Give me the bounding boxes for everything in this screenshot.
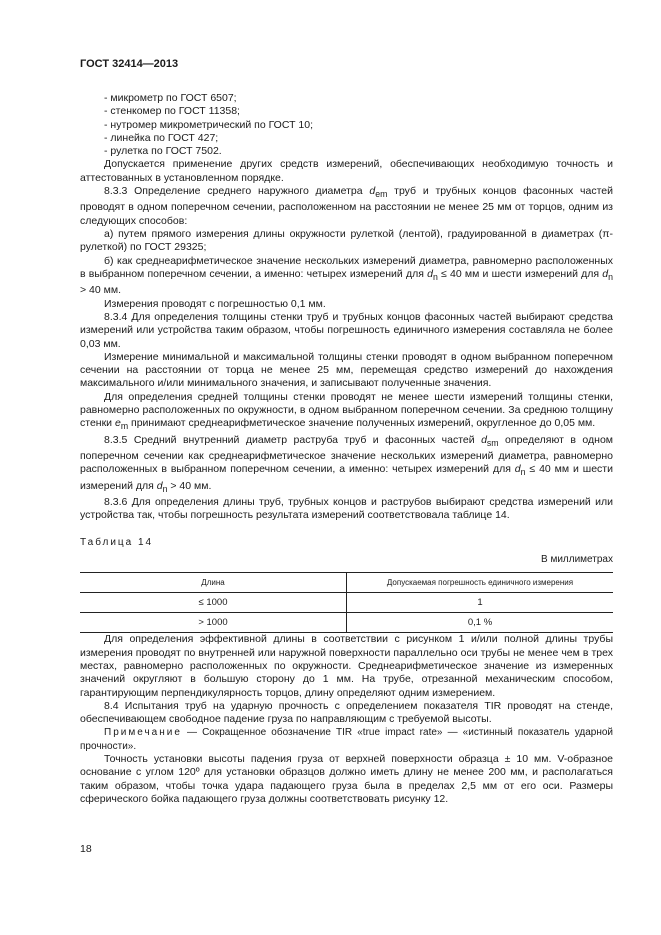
note <box>80 726 613 753</box>
page-body <box>80 92 613 806</box>
paragraph-minmax: Измерение минимальной и максимальной толщины стенки проводят в одном выбранном поперечном сечении на расстоянии от торца не менее 25 мм, перемещая средство измерений до нахождения максимального и/или минимального значения, и записывают полученные значения. <box>80 350 613 390</box>
paragraph-allowed: Допускается применение других средств измерений, обеспечивающих необходимую точность и аттестованных в установленном порядке. <box>80 158 613 184</box>
paragraph-8-3-3: 8.3.3 Определение среднего наружного диаметра $d_{em}$ труб и трубных концов фасонных частей проводят в одном поперечном сечении, расположенном на расстоянии не менее 25 мм от торцов, одним из следующих способов: <box>80 185 613 227</box>
paragraph-8-3-6: 8.3.6 Для определения длины труб, трубных концов и раструбов выбирают средства измерений или устройства так, чтобы погрешность результата измерений соответствовала таблице 14. <box>80 496 613 522</box>
table-cell: 1 <box>347 593 614 613</box>
note-label: Примечание <box>104 727 182 739</box>
note-text: — Сокращенное обозначение TIR «true impact rate» — «истинный показатель ударной прочности». <box>80 727 613 752</box>
paragraph-accuracy: Точность установки высоты падения груза от верхней поверхности образца ± 10 мм. V-образное основание с углом 120º для установки образцов должно иметь длину не менее 200 мм, и располагаться таким образом, чтобы точка удара падающего груза была в пределах 2,5 мм от его оси. Размеры сферического бойка падающего груза должны соответствовать рисунку 12. <box>80 753 613 805</box>
list-item: - рулетка по ГОСТ 7502. <box>104 145 222 158</box>
paragraph-8-3-4: 8.3.4 Для определения толщины стенки труб и трубных концов фасонных частей выбирают средства измерений или устройства таким образом, чтобы погрешность единичного измерения составляла не более 0,03 мм. <box>80 310 613 350</box>
list-item: - линейка по ГОСТ 427; <box>104 131 219 144</box>
paragraph-avg-thickness: Для определения средней толщины стенки проводят не менее шести измерений толщины стенки, равномерно расположенных по окружности, в одном выбранном поперечном сечении. За среднюю толщину стенки $e_m$ принимают среднеарифметическое значение полученных измерений, округленное до 0,05 мм. <box>80 390 613 432</box>
table-cell: ≤ 1000 <box>80 593 347 613</box>
paragraph-8-3-3-a: а) путем прямого измерения длины окружности рулеткой (лентой), градуированной в диаметрах (π-рулеткой) по ГОСТ 29325; <box>80 228 613 254</box>
column-header-error: Допускаемая погрешность единичного измерения <box>347 573 614 593</box>
table-cell: 0,1 % <box>347 613 614 633</box>
paragraph-8-4: 8.4 Испытания труб на ударную прочность с определением показателя TIR проводят на стенде, обеспечивающем свободное падение груза по направляющим с требуемой высоты. <box>80 699 613 726</box>
paragraph-8-3-5: 8.3.5 Средний внутренний диаметр раструба труб и фасонных частей $d_{sm}$ определяют в одном поперечном сечении как среднеарифметическое значение нескольких измерений диаметра, равномерно расположенных в выбранном поперечном сечении, а именно: четырех измерений для $d_n \le 40$ мм и шести измерений для $d_n > 40$ мм. <box>80 433 614 494</box>
page-header: ГОСТ 32414—2013 <box>80 58 179 70</box>
list-item: - стенкомер по ГОСТ 11358; <box>104 105 240 118</box>
paragraph-error: Измерения проводят с погрешностью 0,1 мм. <box>104 297 326 310</box>
column-header-length: Длина <box>80 573 347 593</box>
table-unit: В миллиметрах <box>541 554 613 566</box>
table-header-row <box>80 573 613 593</box>
page-number: 18 <box>80 843 92 855</box>
list-item: - микрометр по ГОСТ 6507; <box>104 92 237 104</box>
table-14 <box>80 572 613 633</box>
table-cell: > 1000 <box>80 613 347 633</box>
paragraph-8-3-3-b: б) как среднеарифметическое значение нескольких измерений диаметра, равномерно расположенных в выбранном поперечном сечении, а именно: четырех измерений для $d_n \le 40$ мм и шести измерений для $d_n > 40$ мм. <box>80 254 614 297</box>
paragraph-effective-length: Для определения эффективной длины в соответствии с рисунком 1 и/или полной длины трубы измерения проводят по внутренней или наружной поверхности параллельно оси трубы не менее чем в трех местах, равномерно расположенных по окружности. Среднеарифметическое значение из измеренных значений округляют в большую сторону до 1 мм. На трубе, отрезанной механическим способом, гарантирующим перпендикулярность торцов, длину определяют одним измерением. <box>80 633 613 699</box>
list-item: - нутромер микрометрический по ГОСТ 10; <box>104 118 314 131</box>
table-row <box>80 613 613 633</box>
table-row <box>80 593 613 613</box>
table-caption: Таблица 14 <box>80 536 154 548</box>
